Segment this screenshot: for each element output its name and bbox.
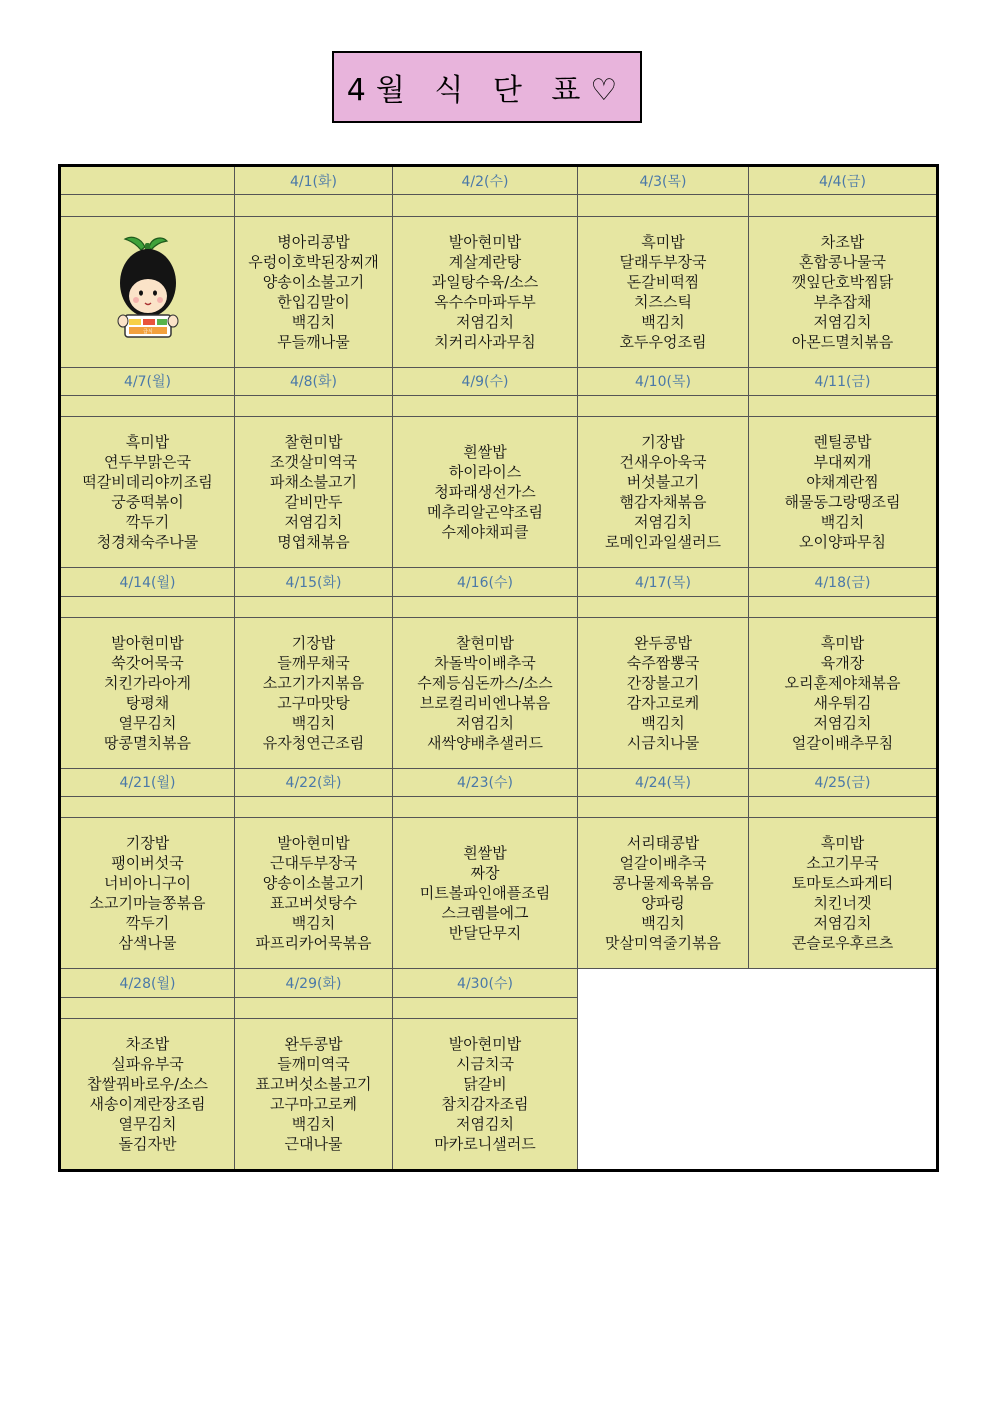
menu-item: 흑미밥 [820,834,865,853]
menu-cell [578,818,749,969]
menu-cell [235,1018,393,1170]
menu-cell [60,617,235,768]
menu-cell [235,818,393,969]
menu-item: 들깨미역국 [277,1054,350,1073]
menu-item: 저염김치 [284,513,343,532]
spacer-cell [393,195,578,216]
menu-item: 맛살미역줄기볶음 [605,934,721,953]
menu-item: 버섯불고기 [626,473,700,492]
spacer-cell [749,797,938,818]
menu-item: 근대두부장국 [270,854,357,873]
menu-item: 연두부맑은국 [104,453,191,472]
spacer-cell [235,797,393,818]
menu-item: 발아현미밥 [448,232,522,251]
menu-item: 새싹양배추샐러드 [427,733,543,752]
menu-item: 미트볼파인애플조림 [419,884,551,903]
date-cell: 4/24(목) [578,768,749,796]
spacer-cell [393,997,578,1018]
date-cell: 4/21(월) [60,768,235,796]
date-cell: 4/7(월) [60,367,235,395]
menu-item: 떡갈비데리야끼조림 [82,473,213,492]
spacer-cell [235,195,393,216]
date-cell: 4/10(목) [578,367,749,395]
page-title: 4월 식 단 표♡ [346,73,628,108]
menu-item: 발아현미밥 [277,834,350,853]
menu-item: 찹쌀꿔바로우/소스 [87,1074,208,1093]
menu-item: 기장밥 [125,834,170,853]
menu-item: 오이양파무침 [799,533,886,552]
menu-item: 깍두기 [125,914,170,933]
menu-item: 삼색나물 [118,934,177,953]
menu-item: 저염김치 [456,713,514,732]
menu-cell [749,617,938,768]
spacer-row [60,395,938,416]
menu-item: 열무김치 [118,713,177,732]
menu-item: 반달단무지 [448,924,522,943]
menu-item: 청파래생선가스 [434,483,536,502]
menu-item: 참치감자조림 [441,1094,529,1113]
menu-item: 로메인과일샐러드 [605,533,721,552]
menu-item: 땅콩멸치볶음 [104,733,191,752]
menu-item: 돈갈비떡찜 [626,272,700,291]
menu-cell [393,617,578,768]
menu-cell [393,818,578,969]
spacer-cell [749,195,938,216]
menu-item: 렌틸콩밥 [813,433,872,452]
date-cell [60,166,235,195]
menu-item: 치킨너겟 [813,894,872,913]
menu-item: 토마토스파게티 [791,874,894,893]
menu-item: 명엽채볶음 [277,533,350,552]
menu-item: 차조밥 [820,232,865,251]
spacer-cell [393,596,578,617]
menu-item: 숙주짬뽕국 [626,653,700,672]
menu-cell [235,216,393,367]
menu-item: 저염김치 [813,312,872,331]
menu-item: 하이라이스 [448,463,522,482]
menu-item: 우렁이호박된장찌개 [248,252,379,271]
menu-item: 찰현미밥 [284,433,343,452]
spacer-cell [578,395,749,416]
menu-item: 저염김치 [456,312,514,331]
menu-item: 메추리알곤약조림 [427,503,543,522]
menu-item: 백김치 [641,312,685,331]
date-cell: 4/4(금) [749,166,938,195]
spacer-cell [235,395,393,416]
menu-item: 발아현미밥 [448,1034,522,1053]
spacer-cell [393,797,578,818]
menu-item: 갈비만두 [284,493,343,512]
date-cell: 4/28(월) [60,969,235,997]
menu-cell [393,1018,578,1170]
menu-item: 콘슬로우후르츠 [791,934,894,953]
date-row [60,166,938,195]
menu-item: 스크렘블에그 [441,904,529,923]
date-cell: 4/11(금) [749,367,938,395]
menu-item: 저염김치 [813,914,872,933]
menu-cell [235,617,393,768]
date-row [60,367,938,395]
menu-item: 얼갈이배추국 [619,854,707,873]
menu-item: 얼갈이배추무침 [791,733,894,752]
menu-item: 마카로니샐러드 [434,1134,536,1153]
menu-item: 과일탕수육/소스 [431,272,539,291]
menu-item: 햄감자채볶음 [619,493,707,512]
menu-item: 시금치국 [456,1054,514,1073]
menu-item: 깻잎단호박찜닭 [791,272,894,291]
menu-item: 흑미밥 [125,433,170,452]
menu-item: 병아리콩밥 [277,232,350,251]
menu-item: 호두우엉조림 [619,332,707,351]
menu-item: 탕평채 [125,693,170,712]
menu-item: 완두콩밥 [284,1034,343,1053]
menu-item: 치즈스틱 [634,292,692,311]
menu-item: 너비아니구이 [104,874,191,893]
menu-item: 서리태콩밥 [626,834,700,853]
menu-item: 브로컬리비엔나볶음 [419,693,551,712]
menu-item: 치킨가라아게 [104,673,191,692]
menu-item: 부추잡채 [813,292,872,311]
spacer-cell [60,395,235,416]
menu-item: 한입김말이 [277,292,350,311]
spacer-cell [60,596,235,617]
menu-item: 기장밥 [291,633,336,652]
menu-item: 돌김자반 [118,1134,177,1153]
menu-item: 차돌박이배추국 [434,653,536,672]
menu-cell [578,417,749,568]
menu-item: 무들깨나물 [277,332,350,351]
menu-item: 열무김치 [118,1114,177,1133]
menu-cell [393,417,578,568]
menu-item: 고구마맛탕 [277,693,350,712]
menu-item: 새송이계란장조림 [89,1094,206,1113]
title-box [332,51,642,123]
menu-item: 조갯살미역국 [270,453,357,472]
menu-item: 소고기무국 [806,854,879,873]
menu-item: 흰쌀밥 [463,443,507,462]
menu-item: 흑미밥 [820,633,865,652]
menu-item: 백김치 [291,914,336,933]
menu-item: 달래두부장국 [619,252,707,271]
menu-cell [578,617,749,768]
menu-item: 찰현미밥 [456,633,514,652]
menu-item: 계살계란탕 [448,252,522,271]
menu-item: 육개장 [820,653,865,672]
menu-item: 저염김치 [813,713,872,732]
spacer-cell [749,596,938,617]
menu-cell [749,818,938,969]
menu-item: 수제야채피클 [441,523,529,542]
menu-item: 청경채숙주나물 [96,533,199,552]
date-row [60,969,938,997]
menu-item: 혼합콩나물국 [799,252,886,271]
menu-item: 해물동그랑땡조림 [784,493,901,512]
menu-item: 양송이소불고기 [262,272,365,291]
menu-item: 치커리사과무침 [434,332,536,351]
menu-item: 백김치 [820,513,865,532]
date-cell: 4/8(화) [235,367,393,395]
menu-item: 짜장 [470,864,500,883]
spacer-cell [578,797,749,818]
spacer-cell [393,395,578,416]
menu-row [60,818,938,969]
menu-item: 소고기가지볶음 [262,673,365,692]
menu-item: 차조밥 [125,1034,170,1053]
spacer-row [60,596,938,617]
spacer-row [60,195,938,216]
date-row [60,568,938,596]
menu-item: 닭갈비 [463,1074,507,1093]
menu-item: 감자고로케 [626,693,700,712]
menu-cell [60,216,235,367]
menu-item: 오리훈제야채볶음 [784,673,901,692]
menu-item: 간장불고기 [626,673,700,692]
menu-item: 저염김치 [634,513,692,532]
menu-cell [60,818,235,969]
spacer-cell [60,797,235,818]
date-cell: 4/15(화) [235,568,393,596]
menu-cell [60,417,235,568]
menu-item: 양송이소불고기 [262,874,365,893]
date-cell: 4/9(수) [393,367,578,395]
menu-item: 쑥갓어묵국 [111,653,184,672]
menu-item: 표고버섯소불고기 [255,1074,372,1093]
menu-item: 부대찌개 [813,453,872,472]
date-cell: 4/3(목) [578,166,749,195]
menu-table [58,164,939,1172]
menu-item: 파채소불고기 [270,473,357,492]
date-cell: 4/18(금) [749,568,938,596]
menu-item: 깍두기 [125,513,170,532]
date-row [60,768,938,796]
menu-item: 수제등심돈까스/소스 [417,673,553,692]
menu-item: 저염김치 [456,1114,514,1133]
menu-cell [578,216,749,367]
menu-item: 백김치 [641,713,685,732]
menu-item: 고구마고로케 [270,1094,357,1113]
menu-cell [60,1018,235,1170]
menu-item: 흰쌀밥 [463,844,507,863]
menu-row [60,617,938,768]
menu-item: 백김치 [641,914,685,933]
menu-item: 콩나물제육볶음 [612,874,714,893]
menu-item: 기장밥 [641,433,685,452]
menu-item: 들깨무채국 [277,653,350,672]
menu-item: 백김치 [291,312,336,331]
menu-item: 백김치 [291,1114,336,1133]
menu-row [60,417,938,568]
date-cell: 4/2(수) [393,166,578,195]
menu-cell [393,216,578,367]
date-cell: 4/17(목) [578,568,749,596]
menu-item: 표고버섯탕수 [270,894,357,913]
date-cell: 4/1(화) [235,166,393,195]
menu-item: 발아현미밥 [111,633,184,652]
spacer-cell [578,195,749,216]
menu-item: 새우튀김 [813,693,872,712]
spacer-cell [749,395,938,416]
menu-cell [749,417,938,568]
eggplant-mascot-icon [108,233,188,345]
menu-item: 유자청연근조림 [262,733,365,752]
menu-item: 소고기마늘쫑볶음 [89,894,206,913]
menu-row [60,216,938,367]
menu-item: 시금치나물 [626,733,700,752]
menu-cell [235,417,393,568]
menu-item: 아몬드멸치볶음 [791,332,894,351]
spacer-cell [235,596,393,617]
menu-item: 궁중떡볶이 [111,493,184,512]
spacer-cell [578,596,749,617]
menu-cell [749,216,938,367]
date-cell: 4/22(화) [235,768,393,796]
spacer-cell [60,195,235,216]
date-cell: 4/25(금) [749,768,938,796]
menu-item: 근대나물 [284,1134,343,1153]
spacer-cell [235,997,393,1018]
menu-item: 백김치 [291,713,336,732]
date-cell: 4/14(월) [60,568,235,596]
menu-item: 파프리카어묵볶음 [255,934,372,953]
blank-area [578,969,938,1171]
menu-item: 팽이버섯국 [111,854,184,873]
menu-item: 야채계란찜 [806,473,879,492]
spacer-row [60,797,938,818]
date-cell: 4/16(수) [393,568,578,596]
svg-text:급식: 급식 [142,329,153,336]
menu-item: 완두콩밥 [634,633,692,652]
date-cell: 4/30(수) [393,969,578,997]
menu-item: 흑미밥 [641,232,685,251]
spacer-cell [60,997,235,1018]
menu-item: 양파링 [641,894,685,913]
menu-item: 옥수수마파두부 [434,292,536,311]
date-cell: 4/29(화) [235,969,393,997]
date-cell: 4/23(수) [393,768,578,796]
menu-item: 건새우아욱국 [619,453,707,472]
menu-item: 실파유부국 [111,1054,184,1073]
